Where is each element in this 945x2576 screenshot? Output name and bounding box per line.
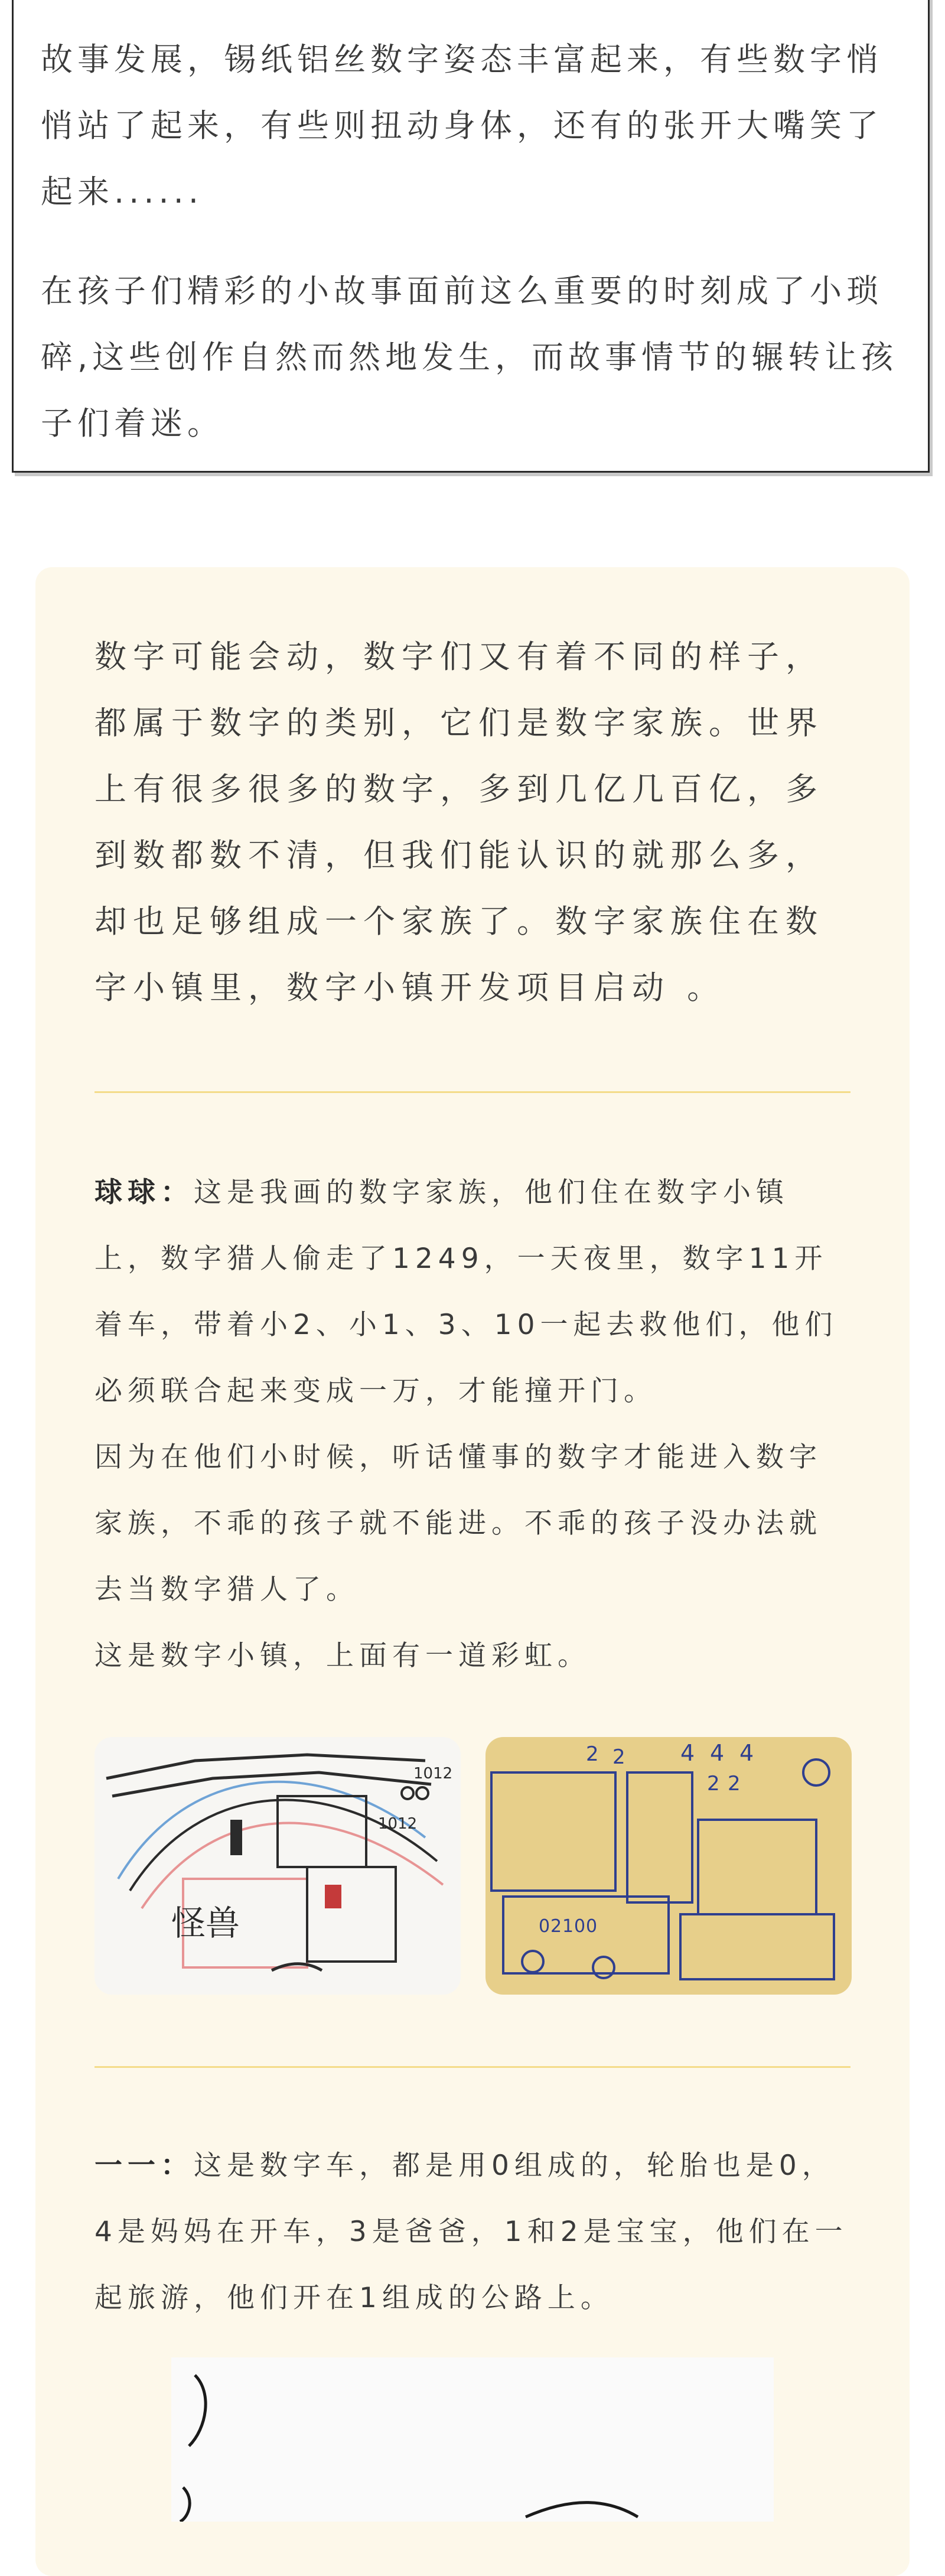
svg-text:1012: 1012	[413, 1765, 453, 1783]
svg-text:2: 2	[612, 1745, 625, 1769]
svg-text:0: 0	[539, 1916, 550, 1937]
qiuqiu-name: 球球：	[94, 1176, 194, 1209]
qiuqiu-paragraph-2: 因为在他们小时候，听话懂事的数字才能进入数字家族，不乖的孩子就不能进。不乖的孩子没办法就去当数字猎人了。	[94, 1441, 822, 1606]
svg-text:4: 4	[710, 1740, 725, 1766]
svg-text:2: 2	[550, 1916, 562, 1937]
yiyi-paragraph-1	[94, 2133, 850, 2331]
svg-text:0: 0	[574, 1916, 586, 1937]
svg-text:4: 4	[680, 1740, 695, 1766]
drawing-number-car-sketch	[171, 2357, 774, 2522]
qiuqiu-text-1: 这是我画的数字家族，他们住在数字小镇上，数字猎人偷走了1249，一天夜里，数字11开着车，带着小2、小1、3、10一起去救他们，他们必须联合起来变成一万，才能撞开门。	[94, 1176, 838, 1407]
qiuqiu-paragraph-1	[94, 1160, 850, 1424]
intro-paragraph: 数字可能会动，数字们又有着不同的样子，都属于数字的类别，它们是数字家族。世界上有很多很多的数字，多到几亿几百亿，多到数都数不清，但我们能认识的就那么多，却也足够组成一个家族了。数字家族住在数字小镇里，数字小镇开发项目启动 。	[94, 638, 824, 1006]
svg-text:4: 4	[739, 1740, 754, 1766]
drawing-number-car	[171, 2357, 774, 2522]
svg-text:1012: 1012	[378, 1815, 418, 1833]
qiuqiu-paragraph-3: 这是数字小镇，上面有一道彩虹。	[94, 1640, 591, 1672]
drawing-number-town	[94, 1737, 461, 1995]
svg-text:2: 2	[728, 1772, 741, 1796]
yiyi-name: 一一：	[94, 2149, 194, 2182]
story-box	[12, 0, 930, 473]
svg-text:0: 0	[586, 1916, 598, 1937]
section-divider-2	[94, 2066, 850, 2068]
section-divider-1	[94, 1091, 850, 1093]
yiyi-text-1: 这是数字车，都是用0组成的，轮胎也是0，4是妈妈在开车，3是爸爸，1和2是宝宝，他们在一起旅游，他们开在1组成的公路上。	[94, 2149, 848, 2314]
drawing-caption-text: 怪兽	[171, 1903, 240, 1943]
drawing-number-town-sketch	[94, 1737, 461, 1995]
drawing-number-family	[485, 1737, 852, 1995]
story-paragraph-2: 在孩子们精彩的小故事面前这么重要的时刻成了小琐碎,这些创作自然而然地发生，而故事情节的辗转让孩子们着迷。	[41, 272, 898, 442]
svg-text:1: 1	[562, 1916, 574, 1937]
svg-text:2: 2	[586, 1742, 599, 1766]
drawing-number-family-sketch	[485, 1737, 852, 1995]
story-paragraph-1: 故事发展，锡纸铝丝数字姿态丰富起来，有些数字悄悄站了起来，有些则扭动身体，还有的张开大嘴笑了起来......	[41, 41, 883, 210]
svg-text:2: 2	[707, 1772, 720, 1796]
